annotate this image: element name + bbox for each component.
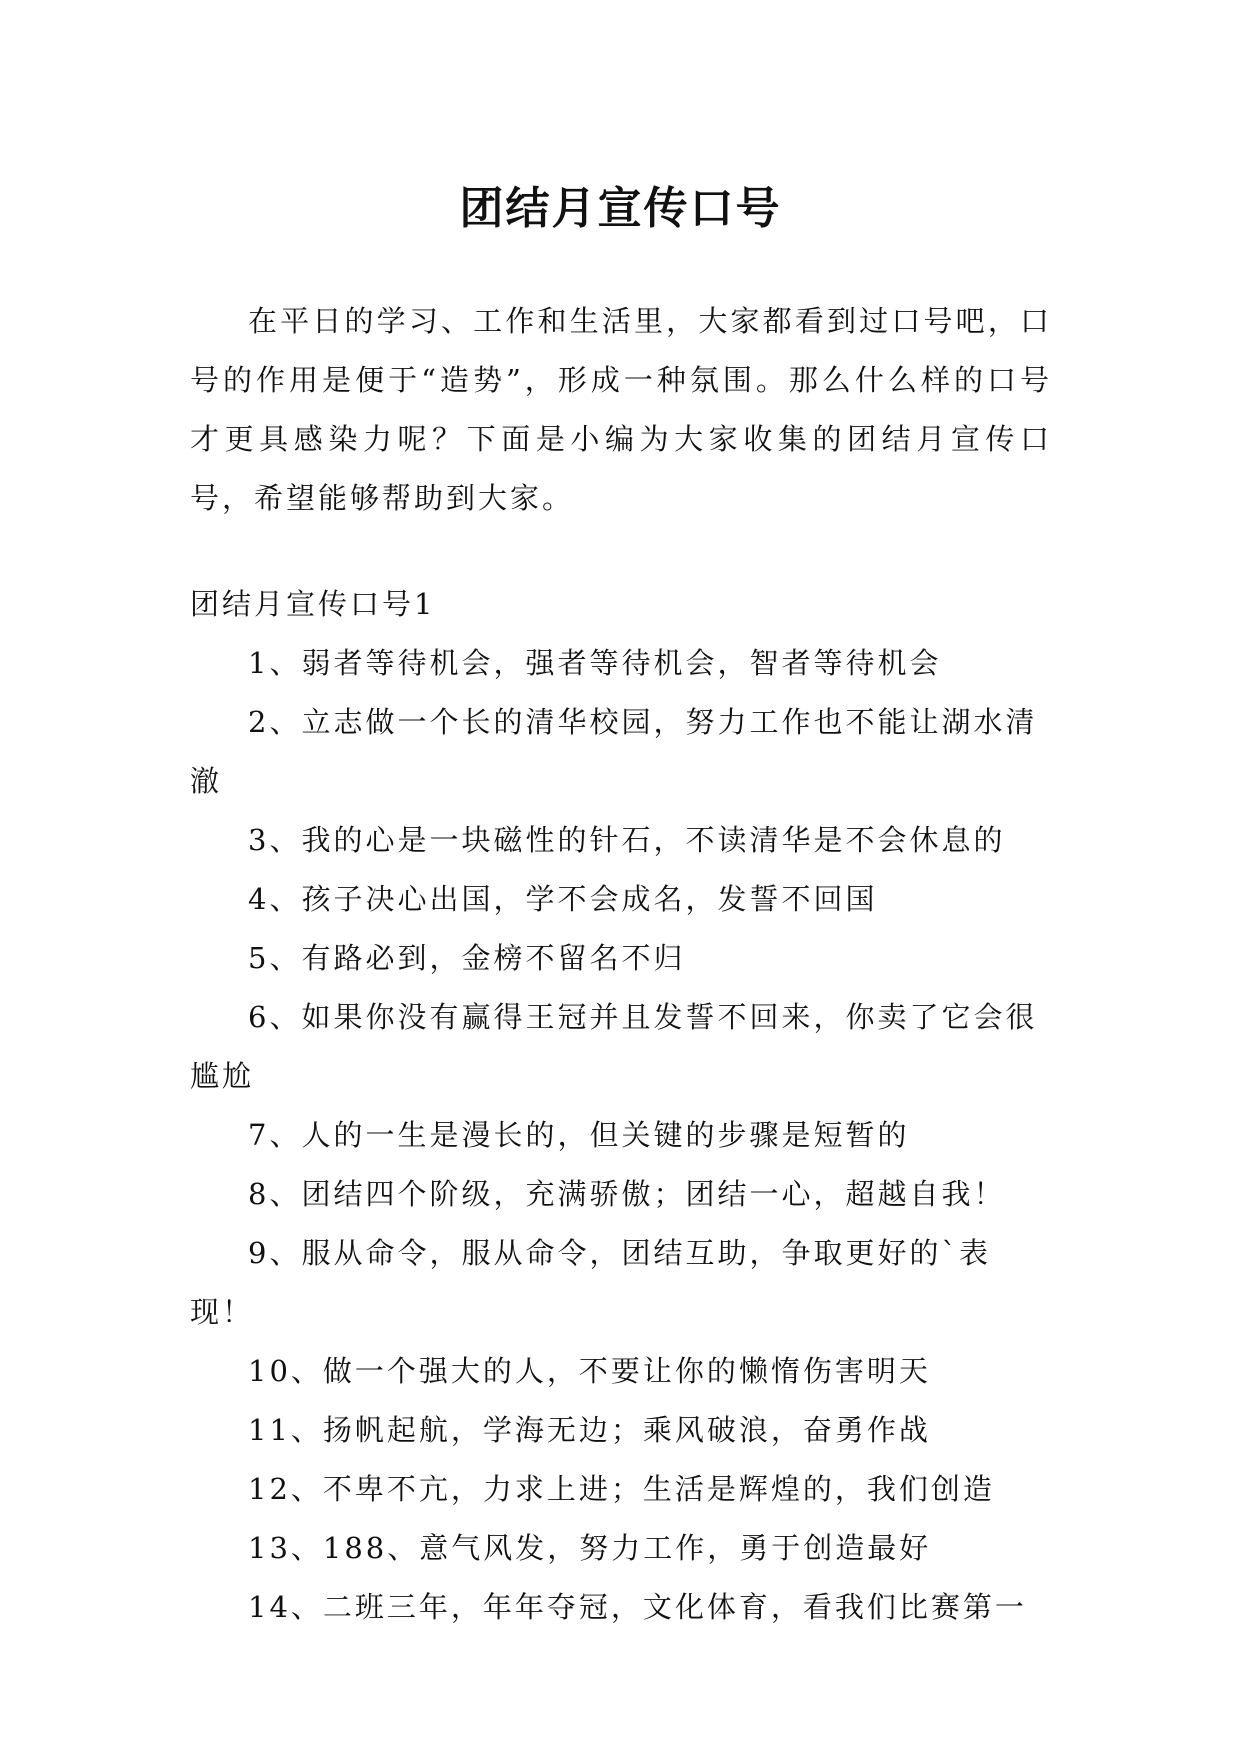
slogan-item: 4、孩子决心出国，学不会成名，发誓不回国 (248, 882, 878, 916)
page-title: 团结月宣传口号 (459, 183, 782, 235)
intro-paragraph: 在平日的学习、工作和生活里，大家都看到过口号吧，口号的作用是便于“造势”，形成一种氛围。那么什么样的口号才更具感染力呢？下面是小编为大家收集的团结月宣传口号，希望能够帮助到大家。 (190, 304, 1052, 515)
slogan-item: 14、二班三年，年年夺冠，文化体育，看我们比赛第一 (248, 1590, 1027, 1624)
slogan-item: 11、扬帆起航，学海无边；乘风破浪，奋勇作战 (248, 1413, 931, 1447)
slogan-item: 7、人的一生是漫长的，但关键的步骤是短暂的 (248, 1118, 910, 1152)
slogan-item: 6、如果你没有赢得王冠并且发誓不回来，你卖了它会很尴尬 (190, 1000, 1038, 1093)
slogan-item: 3、我的心是一块磁性的针石，不读清华是不会休息的 (248, 823, 1006, 857)
slogan-item: 1、弱者等待机会，强者等待机会，智者等待机会 (248, 646, 942, 680)
slogan-item: 8、团结四个阶级，充满骄傲；团结一心，超越自我！ (248, 1177, 1006, 1211)
slogan-list (190, 634, 1052, 1637)
slogan-item: 2、立志做一个长的清华校园，努力工作也不能让湖水清澈 (190, 705, 1038, 798)
slogan-item: 12、不卑不亢，力求上进；生活是辉煌的，我们创造 (248, 1472, 995, 1506)
section-heading: 团结月宣传口号1 (190, 587, 436, 621)
slogan-item: 13、188、意气风发，努力工作，勇于创造最好 (248, 1531, 932, 1565)
slogan-item: 10、做一个强大的人，不要让你的懒惰伤害明天 (248, 1354, 931, 1388)
slogan-item: 9、服从命令，服从命令，团结互助，争取更好的`表现！ (190, 1236, 991, 1329)
slogan-item: 5、有路必到，金榜不留名不归 (248, 941, 686, 975)
